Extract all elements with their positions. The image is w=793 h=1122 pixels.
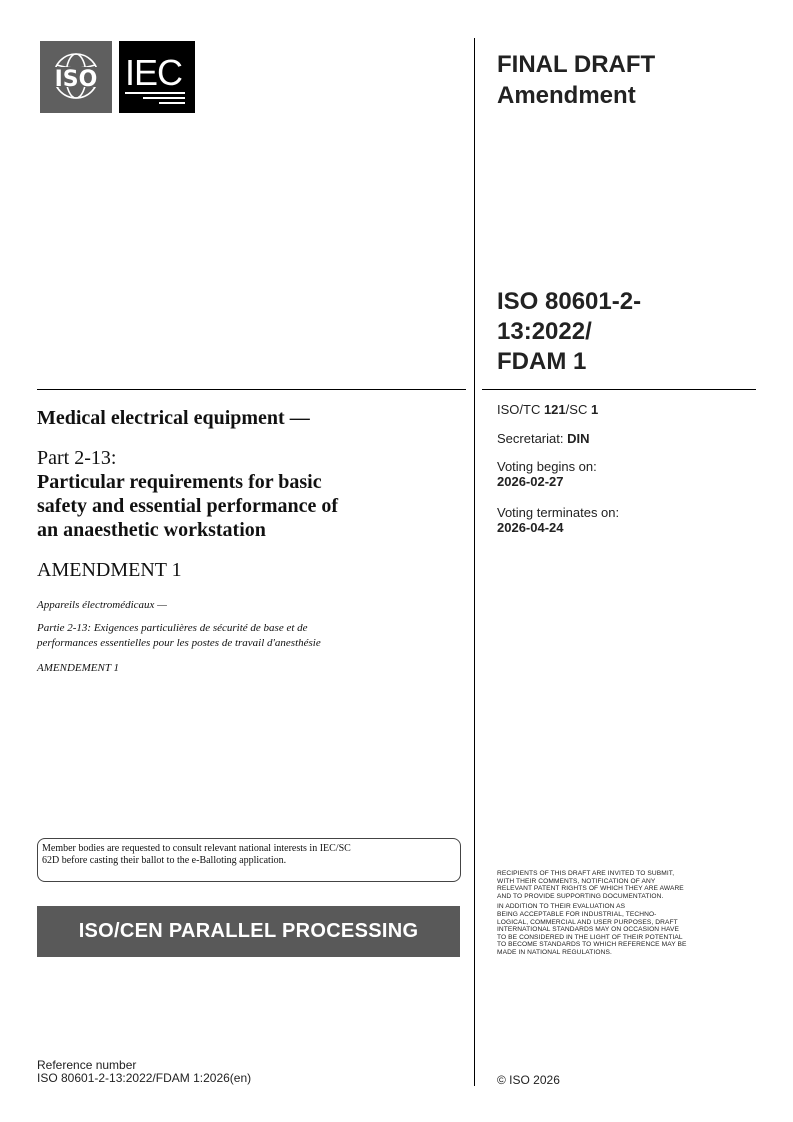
iso-logo-text: ISO [54,67,98,92]
column-divider [474,38,475,1086]
voting-terminates-date: 2026-04-24 [497,520,564,535]
voting-terminates-label: Voting terminates on: [497,505,620,520]
parallel-processing-banner: ISO/CEN PARALLEL PROCESSING [37,906,460,957]
iso-globe-icon [40,41,112,113]
iec-logo-mark [119,41,195,113]
stage-line-1: FINAL DRAFT [497,51,656,78]
reference-line-3: FDAM 1 [497,348,587,375]
french-title-block: Partie 2-13: Exigences particulières de sécurité de base et de performances essentielles pour les postes de travail d'anesthésie [37,622,321,649]
french-amendment-label: AMENDEMENT 1 [37,662,119,674]
voting-begins-date: 2026-02-27 [497,474,564,489]
left-section-rule [37,389,466,390]
recipients-notice: RECIPIENTS OF THIS DRAFT ARE INVITED TO SUBMIT, WITH THEIR COMMENTS, NOTIFICATION OF ANY RELEVANT PATENT RIGHTS OF WHICH THEY ARE AWARE AND TO PROVIDE SUPPORTING DOCUMENTATION. IN ADDITION TO THEIR EVALUATION AS BEING ACCEPTABLE FOR INDUSTRIAL, TECHNO- LOGICAL, COMMERCIAL AND USER PURPOSES, DRAFT INTERNATIONAL STANDARDS MAY ON OCCASION HAVE TO BE CONSIDERED IN THE LIGHT OF THEIR POTENTIAL TO BECOME STANDARDS TO WHICH REFERENCE MAY BE MADE IN NATIONAL REGULATIONS. [497,870,687,956]
reference-number [37,1059,251,1085]
right-section-rule [482,389,756,390]
voting-begins-label: Voting begins on: [497,459,597,474]
iso-logo [40,41,112,113]
committee-sc: 1 [590,402,599,417]
member-bodies-notice: Member bodies are requested to consult relevant national interests in IEC/SC 62D before casting their ballot to the e-Balloting application. [37,838,461,882]
committee-line: ISO/TC 121/SC 1 [497,402,599,417]
iec-logo [119,41,195,113]
secretariat-value: DIN [567,431,590,446]
stage-line-2: Amendment [497,82,636,109]
french-title-line-1: Appareils électromédicaux — [37,599,167,611]
reference-line-2: 13:2022/ [497,318,592,345]
copyright-notice: © ISO 2026 [497,1073,560,1087]
secretariat-line: Secretariat: DIN [497,431,590,446]
document-reference-title [497,287,747,377]
reference-number-label: Reference number [37,1058,137,1072]
committee-tc: 121 [543,402,566,417]
document-title-main: Medical electrical equipment — [37,407,310,429]
document-part: Part 2-13: [37,447,117,469]
document-stage [497,49,757,111]
voting-terminates [497,505,619,535]
iec-logo-text: IEC [125,52,183,93]
amendment-label: AMENDMENT 1 [37,559,182,581]
reference-number-value: ISO 80601-2-13:2022/FDAM 1:2026(en) [37,1071,252,1085]
voting-begins [497,459,597,489]
document-subtitle: Particular requirements for basic safety and essential performance of an anaesthetic workstation [37,471,339,541]
reference-line-1: ISO 80601-2- [497,288,642,315]
